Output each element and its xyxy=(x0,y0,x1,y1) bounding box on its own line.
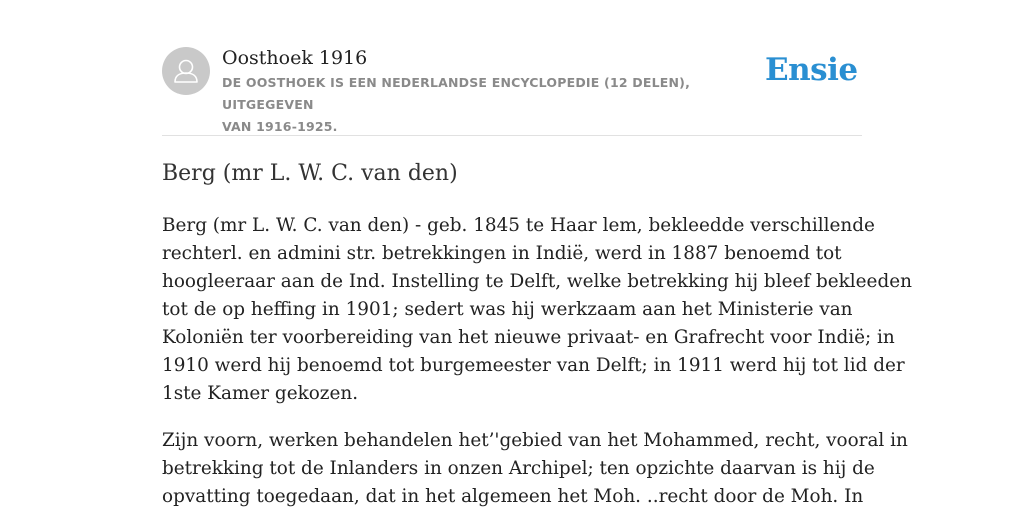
source-description xyxy=(222,72,762,138)
text-line: rechterl. en admini str. betrekkingen in Indië, werd in 1887 benoemd tot xyxy=(162,243,842,264)
text-line: 1910 werd hij benoemd tot burgemeester van Delft; in 1911 werd hij tot lid der xyxy=(162,355,905,376)
text-line: tot de op heffing in 1901; sedert was hij werkzaam aan het Ministerie van xyxy=(162,299,853,320)
source-info xyxy=(222,46,762,138)
text-line: Koloniën ter voorbereiding van het nieuwe privaat- en Grafrecht voor Indië; in xyxy=(162,327,895,348)
text-line: opvatting toegedaan, dat in het algemeen het Moh. ..recht door de Moh. In xyxy=(162,486,864,507)
entry-paragraph xyxy=(162,212,912,408)
avatar[interactable] xyxy=(162,47,210,95)
text-line: Zijn voorn, werken behandelen het’'gebied van het Mohammed, recht, vooral in xyxy=(162,430,908,451)
source-description-line: DE OOSTHOEK IS EEN NEDERLANDSE ENCYCLOPEDIE (12 DELEN), UITGEGEVEN xyxy=(222,75,691,112)
user-icon xyxy=(162,47,210,95)
text-line: Berg (mr L. W. C. van den) - geb. 1845 te Haar lem, bekleedde verschillende xyxy=(162,215,875,236)
entry-title: Berg (mr L. W. C. van den) xyxy=(162,161,458,186)
entry-paragraph xyxy=(162,427,908,511)
source-header xyxy=(162,0,862,136)
entry-body xyxy=(162,212,912,530)
ensie-logo[interactable]: Ensie xyxy=(765,52,858,88)
text-line: 1ste Kamer gekozen. xyxy=(162,383,359,404)
source-description-line: VAN 1916-1925. xyxy=(222,119,338,134)
source-title[interactable]: Oosthoek 1916 xyxy=(222,47,368,69)
text-line: hoogleeraar aan de Ind. Instelling te Delft, welke betrekking hij bleef bekleeden xyxy=(162,271,912,292)
text-line: betrekking tot de Inlanders in onzen Archipel; ten opzichte daarvan is hij de xyxy=(162,458,875,479)
page xyxy=(162,0,912,507)
